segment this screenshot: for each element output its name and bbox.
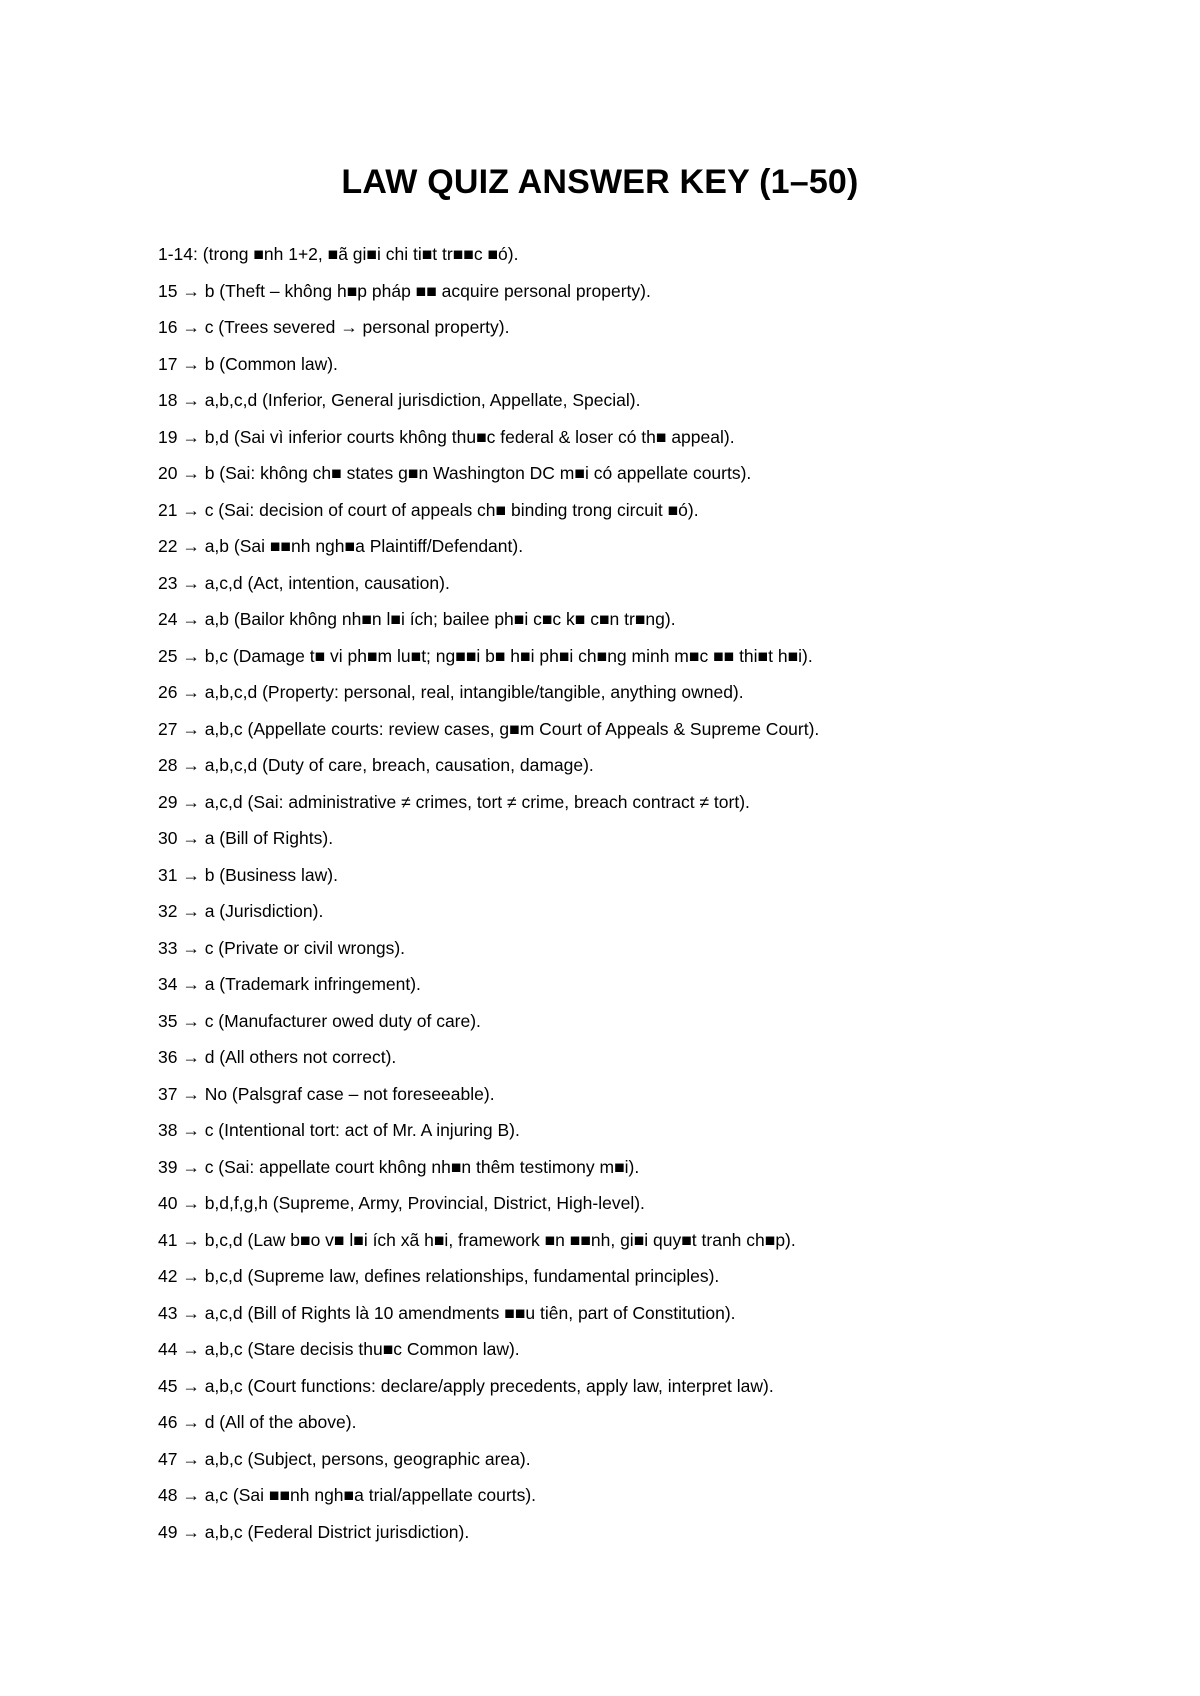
answer-line: 15 → b (Theft – không h■p pháp ■■ acquire personal property). (158, 280, 651, 301)
answer-line: 47 → a,b,c (Subject, persons, geographic area). (158, 1448, 531, 1469)
answer-line: 25 → b,c (Damage t■ vi ph■m lu■t; ng■■i b■ h■i ph■i ch■ng minh m■c ■■ thi■t h■i). (158, 645, 813, 666)
answer-line: 1-14: (trong ■nh 1+2, ■ã gi■i chi ti■t tr■■c ■ó). (158, 244, 519, 264)
answer-line: 35 → c (Manufacturer owed duty of care). (158, 1010, 481, 1031)
answer-line: 29 → a,c,d (Sai: administrative ≠ crimes, tort ≠ crime, breach contract ≠ tort). (158, 791, 750, 812)
answer-line: 27 → a,b,c (Appellate courts: review cases, g■m Court of Appeals & Supreme Court). (158, 718, 820, 739)
answer-line: 28 → a,b,c,d (Duty of care, breach, causation, damage). (158, 755, 594, 775)
answer-line: 43 → a,c,d (Bill of Rights là 10 amendments ■■u tiên, part of Constitution). (158, 1302, 736, 1323)
answer-line: 17 → b (Common law). (158, 353, 338, 374)
answer-line: 34 → a (Trademark infringement). (158, 974, 421, 994)
answer-line: 36 → d (All others not correct). (158, 1047, 397, 1067)
answer-line: 45 → a,b,c (Court functions: declare/apply precedents, apply law, interpret law). (158, 1375, 774, 1396)
document-title: LAW QUIZ ANSWER KEY (1–50) (341, 163, 859, 201)
answer-line: 42 → b,c,d (Supreme law, defines relationships, fundamental principles). (158, 1266, 720, 1286)
answer-list (158, 236, 1158, 1550)
answer-line: 33 → c (Private or civil wrongs). (158, 937, 406, 958)
answer-line: 49 → a,b,c (Federal District jurisdiction). (158, 1521, 470, 1542)
answer-line: 24 → a,b (Bailor không nh■n l■i ích; bailee ph■i c■c k■ c■n tr■ng). (158, 609, 676, 629)
answer-line: 26 → a,b,c,d (Property: personal, real, intangible/tangible, anything owned). (158, 682, 744, 702)
answer-line: 18 → a,b,c,d (Inferior, General jurisdiction, Appellate, Special). (158, 390, 641, 410)
answer-line: 19 → b,d (Sai vì inferior courts không thu■c federal & loser có th■ appeal). (158, 426, 735, 447)
answer-line: 39 → c (Sai: appellate court không nh■n thêm testimony m■i). (158, 1156, 640, 1177)
answer-line: 44 → a,b,c (Stare decisis thu■c Common law). (158, 1339, 520, 1359)
answer-line: 37 → No (Palsgraf case – not foreseeable). (158, 1083, 495, 1104)
answer-line: 48 → a,c (Sai ■■nh ngh■a trial/appellate courts). (158, 1485, 537, 1505)
answer-line: 22 → a,b (Sai ■■nh ngh■a Plaintiff/Defendant). (158, 536, 524, 556)
answer-line: 31 → b (Business law). (158, 864, 338, 885)
answer-line: 23 → a,c,d (Act, intention, causation). (158, 572, 450, 593)
answer-line: 30 → a (Bill of Rights). (158, 828, 334, 848)
answer-line: 20 → b (Sai: không ch■ states g■n Washington DC m■i có appellate courts). (158, 463, 752, 483)
answer-line: 32 → a (Jurisdiction). (158, 901, 324, 921)
answer-line: 41 → b,c,d (Law b■o v■ l■i ích xã h■i, framework ■n ■■nh, gi■i quy■t tranh ch■p). (158, 1229, 796, 1250)
answer-line: 38 → c (Intentional tort: act of Mr. A injuring B). (158, 1120, 520, 1140)
answer-line: 40 → b,d,f,g,h (Supreme, Army, Provincial, District, High-level). (158, 1193, 645, 1213)
answer-line: 16 → c (Trees severed → personal property). (158, 317, 510, 337)
answer-line: 46 → d (All of the above). (158, 1412, 357, 1432)
answer-line: 21 → c (Sai: decision of court of appeals ch■ binding trong circuit ■ó). (158, 499, 699, 520)
